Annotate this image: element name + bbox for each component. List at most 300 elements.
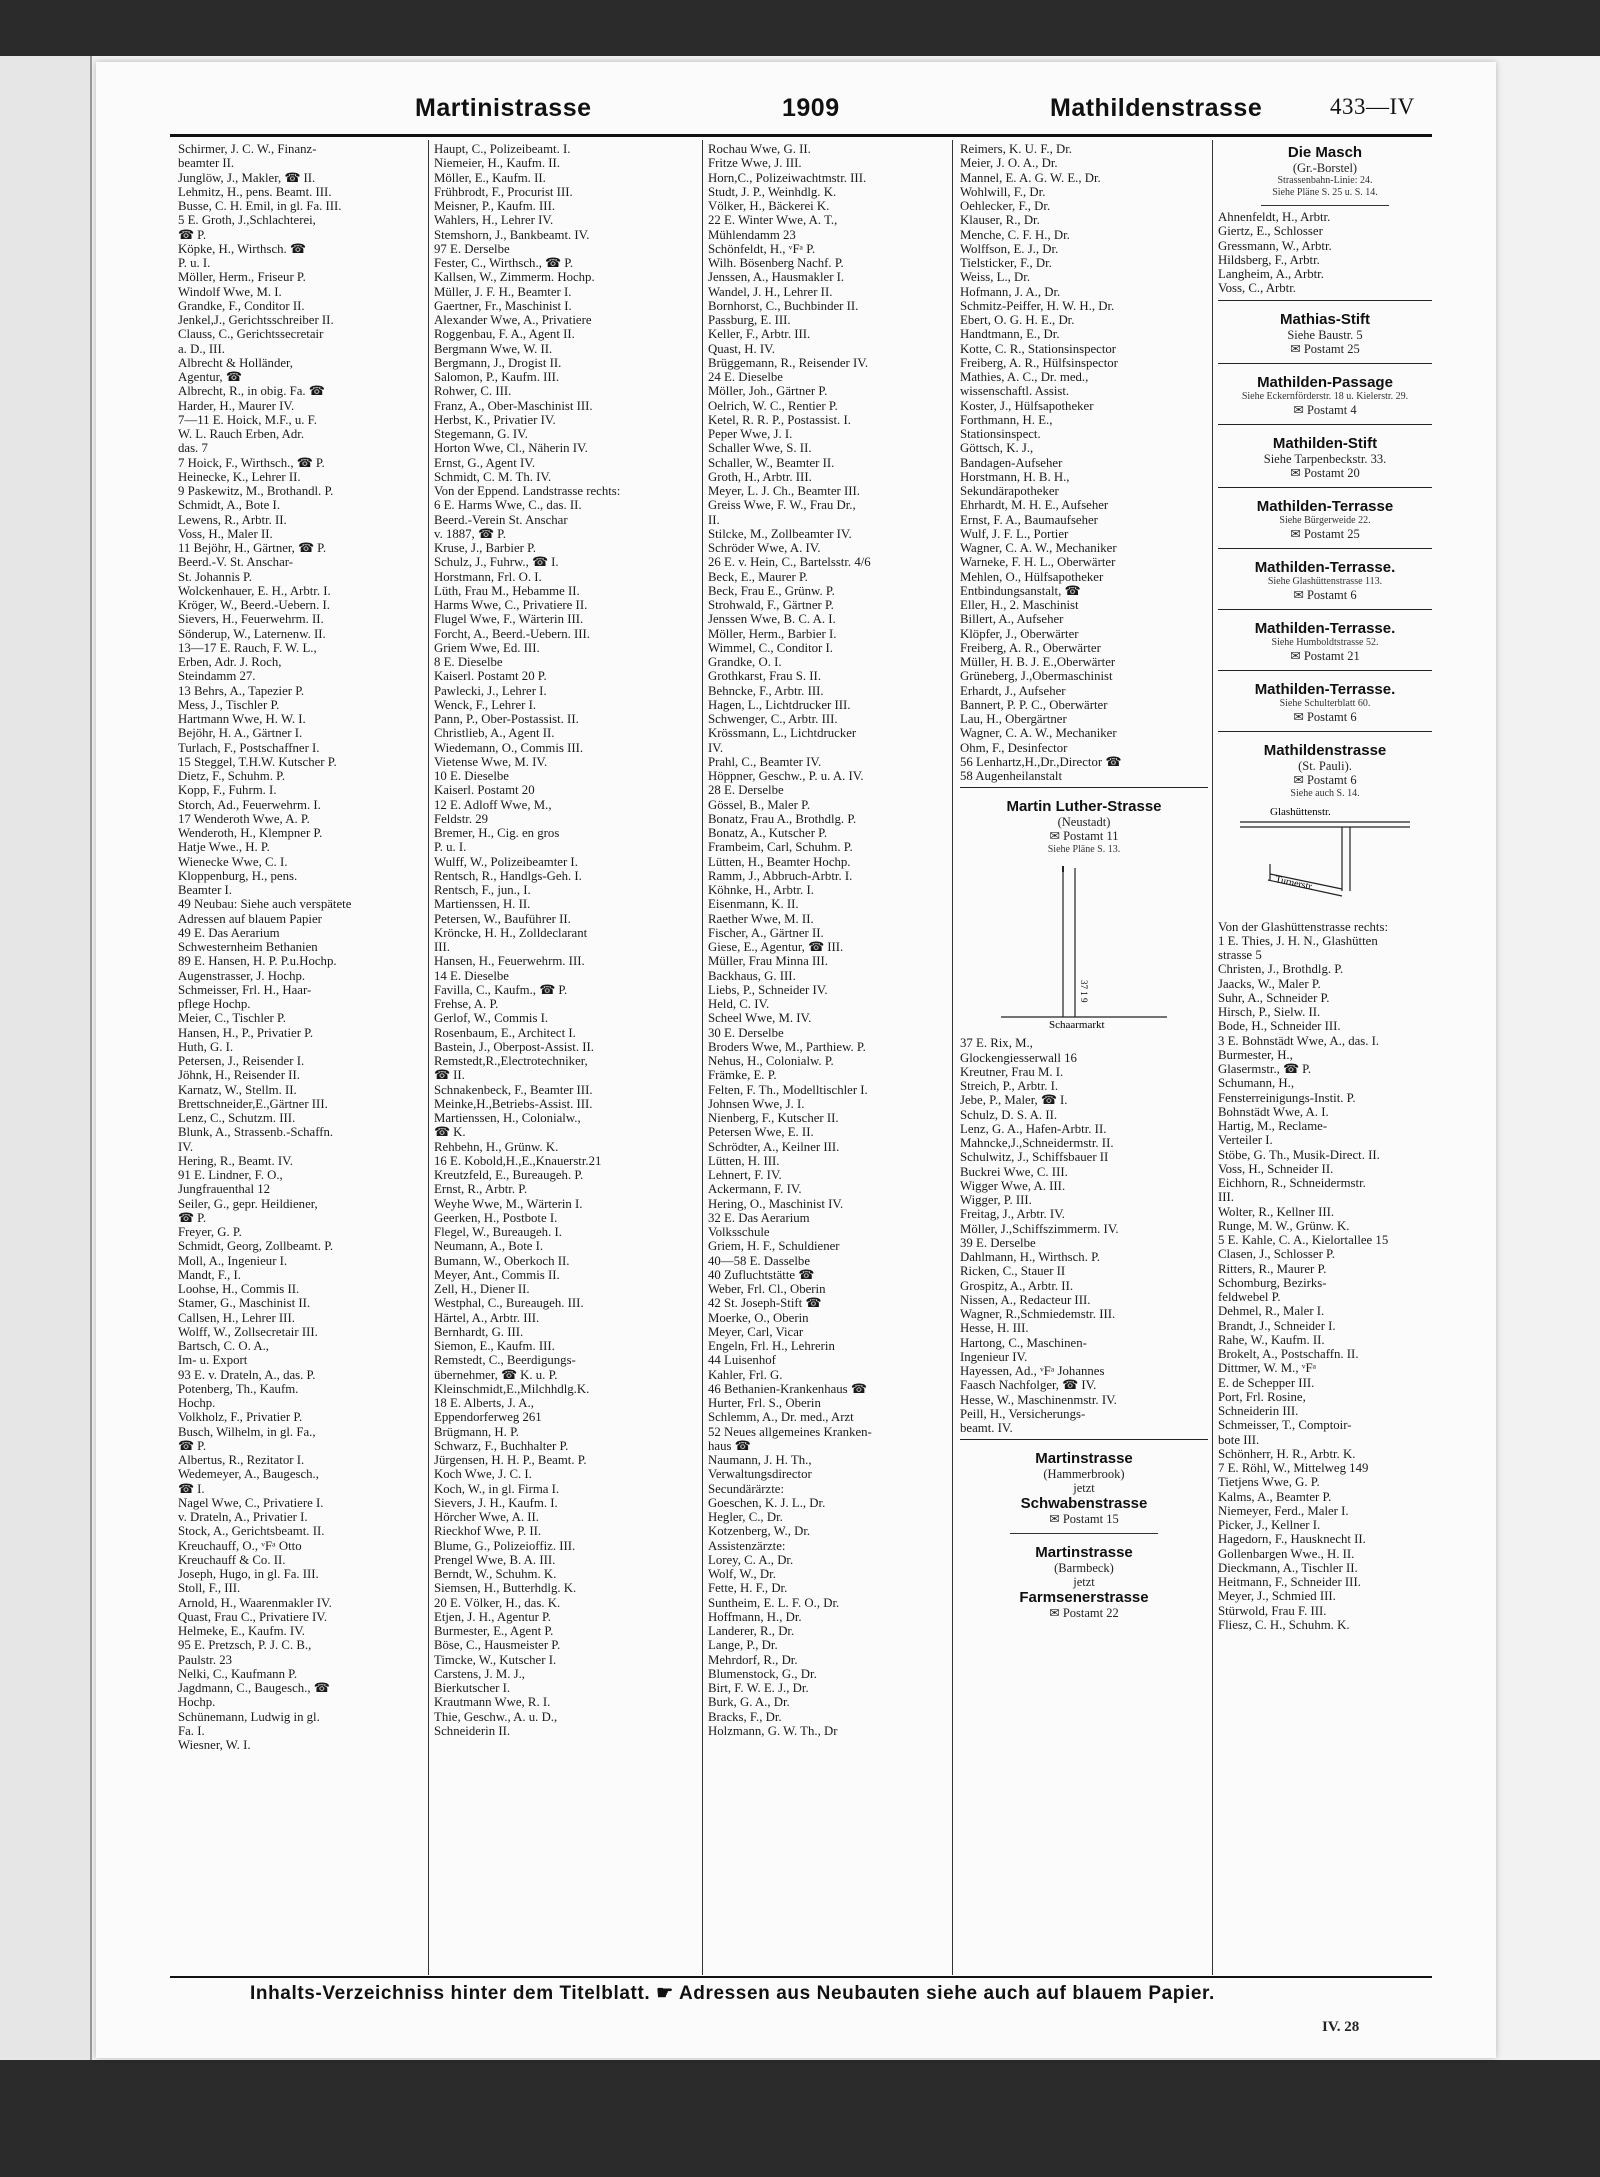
directory-entry: Meier, J. O. A., Dr.	[960, 156, 1058, 171]
directory-entry: Felten, F. Th., Modelltischler I.	[708, 1082, 868, 1097]
directory-entry: Stemshorn, J., Bankbeamt. IV.	[434, 227, 590, 242]
directory-entry: Kaiserl. Postamt 20 P.	[434, 669, 547, 684]
directory-entry: Kreuchauff, O., ᵛFᵃ Otto	[178, 1538, 302, 1553]
directory-entry: Reimers, K. U. F., Dr.	[960, 142, 1073, 156]
directory-entry: Grüneberg, J.,Obermaschinist	[960, 669, 1113, 684]
directory-entry: Pawlecki, J., Lehrer I.	[434, 683, 547, 698]
directory-entry: Port, Frl. Rosine,	[1218, 1389, 1306, 1404]
directory-entry: Hoffmann, H., Dr.	[708, 1609, 802, 1624]
directory-entry: Beerd.-Verein St. Anschar	[434, 512, 568, 527]
section-subtitle: Siehe Humboldtstrasse 52.	[1271, 636, 1379, 648]
directory-entry: Wenck, F., Lehrer I.	[434, 697, 537, 712]
directory-entry: Kotzenberg, W., Dr.	[708, 1524, 811, 1539]
directory-entry: Moll, A., Ingenieur I.	[178, 1253, 288, 1268]
directory-entry: Holzmann, G. W. Th., Dr	[708, 1723, 838, 1738]
directory-entry: Schönherr, H. R., Arbtr. K.	[1218, 1446, 1356, 1461]
directory-entry: Mannel, E. A. G. W. E., Dr.	[960, 170, 1101, 185]
postamt-label: ✉ Postamt 6	[1293, 772, 1357, 787]
section-subtitle: Siehe Baustr. 5	[1287, 327, 1363, 342]
directory-entry: 52 Neues allgemeines Kranken-	[708, 1424, 872, 1439]
plan-reference: Siehe auch S. 14.	[1290, 787, 1360, 799]
directory-entry: Möller, Herm., Barbier I.	[708, 626, 837, 641]
directory-entry: Quast, Frau C., Privatiere IV.	[178, 1609, 328, 1624]
directory-entry: Schneiderin II.	[434, 1723, 511, 1738]
directory-entry: Bierkutscher I.	[434, 1681, 511, 1695]
directory-entry: Siemon, E., Kaufm. III.	[434, 1339, 555, 1353]
directory-entry: wissenschaftl. Assist.	[960, 384, 1070, 399]
directory-entry: Gollenbargen Wwe., H. II.	[1218, 1546, 1355, 1561]
directory-entry: Schmitz-Peiffer, H. W. H., Dr.	[960, 298, 1115, 313]
directory-entry: Naumann, J. H. Th.,	[708, 1453, 812, 1467]
directory-entry: Rentsch, R., Handlgs-Geh. I.	[434, 868, 582, 883]
directory-entry: Christlieb, A., Agent II.	[434, 726, 555, 741]
directory-entry: Möller, Herm., Friseur P.	[178, 270, 306, 285]
directory-entry: Agentur, ☎	[178, 370, 242, 384]
directory-entry: Hering, O., Maschinist IV.	[708, 1196, 844, 1211]
directory-entry: Etjen, J. H., Agentur P.	[434, 1609, 551, 1624]
directory-entry: Wiesner, W. I.	[178, 1738, 251, 1752]
directory-entry: haus ☎	[708, 1438, 751, 1453]
directory-entry: ☎ II.	[434, 1068, 465, 1083]
section-subtitle: Siehe Eckernförderstr. 18 u. Kielerstr. 29.	[1241, 390, 1409, 402]
directory-entry: ☎ P.	[178, 1438, 207, 1453]
directory-entry: Eisenmann, K. II.	[708, 897, 799, 912]
directory-entry: Mühlendamm 23	[708, 227, 796, 242]
directory-entry: Krautmann Wwe, R. I.	[434, 1695, 551, 1710]
directory-entry: Böse, C., Hausmeister P.	[434, 1638, 561, 1653]
directory-entry: 89 E. Hansen, H. P. P.u.Hochp.	[178, 954, 337, 969]
directory-entry: 39 E. Derselbe	[960, 1235, 1036, 1250]
section-title: Mathilden-Passage	[1257, 373, 1393, 391]
directory-entry: Rehbehn, H., Grünw. K.	[434, 1139, 559, 1154]
directory-entry: Wulf, J. F. L., Portier	[960, 526, 1069, 541]
directory-entry: Liebs, P., Schneider IV.	[708, 982, 828, 997]
directory-entry: Wagner, R.,Schmiedemstr. III.	[960, 1307, 1116, 1321]
map-label-schaarmarkt: Schaarmarkt	[1049, 1019, 1105, 1032]
directory-entry: Ritters, R., Maurer P.	[1218, 1261, 1327, 1276]
section-divider	[1010, 1533, 1159, 1534]
directory-entry: Bergmann, J., Drogist II.	[434, 355, 562, 370]
directory-entry: Stationsinspect.	[960, 427, 1041, 441]
directory-entry: Hurter, Frl. S., Oberin	[708, 1396, 821, 1410]
directory-entry: Helmeke, E., Kaufm. IV.	[178, 1624, 305, 1638]
directory-entry: v. Drateln, A., Privatier I.	[178, 1510, 308, 1524]
directory-entry: Grandke, F., Conditor II.	[178, 298, 305, 313]
previous-page-edge	[0, 56, 92, 2060]
directory-entry: Burmester, H.,	[1218, 1047, 1293, 1062]
directory-entry: Buckrei Wwe, C. III.	[960, 1164, 1068, 1179]
directory-entry: Voss, H., Schneider II.	[1218, 1161, 1334, 1176]
header-left-street: Martinistrasse	[415, 94, 592, 122]
directory-entry: Herbst, K., Privatier IV.	[434, 412, 556, 427]
directory-entry: Voss, H., Maler II.	[178, 526, 273, 541]
directory-entry: ☎ I.	[178, 1481, 205, 1496]
directory-entry: Schönfeldt, H., ᵛFᵃ P.	[708, 241, 816, 256]
section-martin-luther-strasse	[960, 792, 1208, 858]
page-header	[170, 94, 1420, 138]
directory-entry: Birt, F. W. E. J., Dr.	[708, 1681, 809, 1695]
section-divider	[1261, 205, 1389, 206]
directory-entry: Behncke, F., Arbtr. III.	[708, 683, 824, 698]
directory-entry: Meyer, Carl, Vicar	[708, 1324, 804, 1339]
directory-entry: Hartmann Wwe, H. W. I.	[178, 712, 306, 726]
directory-entry: Eppendorferweg 261	[434, 1410, 542, 1425]
directory-entry: Tietjens Wwe, G. P.	[1218, 1475, 1320, 1490]
directory-entry: Peper Wwe, J. I.	[708, 427, 793, 441]
directory-entry: Horton Wwe, Cl., Näherin IV.	[434, 441, 588, 456]
directory-entry: Griem, H. F., Schuldiener	[708, 1239, 840, 1254]
header-year: 1909	[782, 94, 840, 122]
directory-entry: Remstedt,R.,Electrotechniker,	[434, 1054, 588, 1068]
directory-entry: Bartsch, C. O. A.,	[178, 1339, 269, 1353]
directory-entry: Hartong, C., Maschinen-	[960, 1335, 1087, 1350]
directory-entry: übernehmer, ☎ K. u. P.	[434, 1367, 558, 1382]
directory-entry: Picker, J., Kellner I.	[1218, 1518, 1321, 1532]
column-rule-4	[1212, 140, 1213, 1975]
directory-entry: Brüggemann, R., Reisender IV.	[708, 355, 869, 370]
directory-entry: Höppner, Geschw., P. u. A. IV.	[708, 769, 864, 783]
postamt-label: ✉ Postamt 25	[1290, 526, 1360, 541]
directory-entry: Schrödter, A., Keilner III.	[708, 1139, 840, 1154]
section-divider	[960, 787, 1208, 788]
section-mathilden-stift	[1218, 429, 1432, 483]
directory-entry: Prahl, C., Beamter IV.	[708, 754, 822, 769]
directory-entry: 30 E. Derselbe	[708, 1025, 784, 1040]
directory-entry: Wigger Wwe, A. III.	[960, 1178, 1066, 1193]
directory-entry: Suhr, A., Schneider P.	[1218, 990, 1330, 1005]
directory-entry: Weyhe Wwe, M., Wärterin I.	[434, 1196, 583, 1211]
directory-entry: Adressen auf blauem Papier	[178, 911, 322, 926]
directory-entry: Freitag, J., Arbtr. IV.	[960, 1207, 1065, 1222]
directory-entry: Frehse, A. P.	[434, 997, 499, 1011]
section-divider	[1218, 731, 1432, 732]
section-title: Mathilden-Terrasse.	[1254, 558, 1396, 576]
directory-entry: Kruse, J., Barbier P.	[434, 541, 537, 555]
directory-entry: Alexander Wwe, A., Privatiere	[434, 313, 592, 327]
directory-entry: 11 Bejöhr, H., Gärtner, ☎ P.	[178, 541, 327, 555]
section-divider	[960, 1439, 1208, 1440]
directory-entry: Carstens, J. M. J.,	[434, 1666, 526, 1681]
section-title: Mathilden-Terrasse	[1256, 497, 1394, 515]
section-mathilden-terrasse-2	[1218, 553, 1432, 605]
directory-entry: Volkholz, F., Privatier P.	[178, 1410, 303, 1425]
directory-entry: Wimmel, C., Conditor I.	[708, 640, 833, 655]
directory-entry: Weiss, L., Dr.	[960, 270, 1031, 285]
section-divider	[1218, 670, 1432, 671]
postamt-label: ✉ Postamt 11	[1049, 829, 1119, 844]
directory-entry: Jenssen Wwe, B. C. A. I.	[708, 612, 836, 627]
directory-entry: Dahlmann, H., Wirthsch. P.	[960, 1250, 1101, 1264]
directory-entry: Fa. I.	[178, 1723, 205, 1738]
directory-entry: Niemeier, H., Kaufm. II.	[434, 156, 560, 171]
directory-entry: Wagner, C. A. W., Mechaniker	[960, 541, 1117, 555]
directory-entry: Thie, Geschw., A. u. D.,	[434, 1709, 558, 1724]
directory-entry: Sievers, H., Feuerwehrm. II.	[178, 612, 324, 627]
directory-entry: Jagdmann, C., Baugesch., ☎	[178, 1681, 330, 1695]
directory-entry: Freyer, G. P.	[178, 1225, 242, 1239]
directory-entry: Salomon, P., Kaufm. III.	[434, 370, 560, 384]
directory-entry: Hagen, L., Lichtdrucker III.	[708, 697, 851, 712]
directory-entry: Hansen, H., Feuerwehrm. III.	[434, 954, 585, 969]
directory-entry: pflege Hochp.	[178, 997, 251, 1011]
directory-entry: Hering, R., Beamt. IV.	[178, 1153, 293, 1168]
directory-entry: Blume, G., Polizeioffiz. III.	[434, 1538, 576, 1553]
directory-entry: Rahe, W., Kaufm. II.	[1218, 1332, 1325, 1347]
section-mathildenstrasse-st-pauli	[1218, 736, 1432, 802]
directory-entry: Paulstr. 23	[178, 1652, 233, 1667]
directory-entry: Fette, H. F., Dr.	[708, 1581, 788, 1596]
section-subtitle: (Barmbeck)	[1054, 1561, 1114, 1576]
postamt-label: ✉ Postamt 22	[1049, 1606, 1119, 1621]
directory-entry: Gerlof, W., Commis I.	[434, 1011, 549, 1026]
section-subtitle: Siehe Bürgerweide 22.	[1279, 514, 1371, 526]
directory-entry: Blumenstock, G., Dr.	[708, 1666, 817, 1681]
directory-entry: bote III.	[1218, 1432, 1260, 1447]
directory-entry: Peill, H., Versicherungs-	[960, 1406, 1086, 1421]
directory-entry: Lütten, H. III.	[708, 1153, 780, 1168]
directory-entry: 24 E. Dieselbe	[708, 370, 783, 384]
directory-entry: Lange, P., Dr.	[708, 1638, 778, 1653]
directory-entry: Assistenzärzte:	[708, 1538, 786, 1553]
directory-entry: Forthmann, H. E.,	[960, 412, 1053, 427]
section-subtitle: (Neustadt)	[1057, 815, 1111, 830]
section-subtitle: Siehe Glashüttenstrasse 113.	[1267, 575, 1383, 587]
directory-entry: Bernhardt, G. III.	[434, 1324, 524, 1339]
directory-entry: Bannert, P. P. C., Oberwärter	[960, 697, 1108, 712]
directory-entry: Jenssen, A., Hausmakler I.	[708, 270, 845, 285]
directory-entry: 13 Behrs, A., Tapezier P.	[178, 683, 305, 698]
directory-entry: Geerken, H., Postbote I.	[434, 1210, 558, 1225]
directory-entry: Bergmann Wwe, W. II.	[434, 341, 553, 356]
directory-entry: Göttsch, K. J.,	[960, 441, 1034, 456]
scanner-border-top	[0, 0, 1600, 56]
directory-entry: Hartig, M., Reclame-	[1218, 1119, 1328, 1133]
directory-entry: Nagel Wwe, C., Privatiere I.	[178, 1495, 324, 1510]
directory-entry: Mehrdorf, R., Dr.	[708, 1652, 798, 1667]
directory-entry: Streich, P., Arbtr. I.	[960, 1079, 1059, 1093]
section-new-name: Schwabenstrasse	[1020, 1495, 1148, 1513]
directory-entry: Zell, H., Diener II.	[434, 1282, 530, 1296]
directory-entry: Dittmer, W. M., ᵛFᵃ	[1218, 1361, 1317, 1376]
directory-entry: Grospitz, A., Arbtr. II.	[960, 1278, 1074, 1293]
directory-entry: II.	[708, 512, 720, 527]
section-new-name: Farmsenerstrasse	[1019, 1589, 1149, 1607]
column-rule-2	[702, 140, 703, 1975]
directory-entry: Joseph, Hugo, in gl. Fa. III.	[178, 1567, 319, 1581]
directory-entry: 5 E. Kahle, C. A., Kielortallee 15	[1218, 1233, 1389, 1247]
directory-entry: 9 Paskewitz, M., Brothandl. P.	[178, 484, 334, 498]
directory-entry: Kröger, W., Beerd.-Uebern. I.	[178, 598, 330, 612]
directory-entry: Hirsch, P., Sielw. II.	[1218, 1005, 1321, 1019]
section-subtitle: Siehe Schulterblatt 60.	[1279, 697, 1371, 709]
directory-entry: Clauss, C., Gerichtssecretair	[178, 327, 324, 342]
directory-entry: ☎ P.	[178, 227, 207, 242]
directory-entry: Giertz, E., Schlosser	[1218, 224, 1323, 239]
directory-entry: Clasen, J., Schlosser P.	[1218, 1247, 1335, 1262]
directory-entry: Feldstr. 29	[434, 811, 489, 826]
section-subtitle: Siehe Tarpenbeckstr. 33.	[1263, 451, 1387, 466]
directory-entry: 28 E. Derselbe	[708, 783, 784, 798]
directory-entry: Kröncke, H. H., Zolldeclarant	[434, 925, 588, 940]
section-subtitle: (St. Pauli).	[1298, 758, 1352, 773]
directory-entry: Meisner, P., Kaufm. III.	[434, 199, 556, 213]
directory-entry: Rieckhof Wwe, P. II.	[434, 1524, 542, 1539]
directory-entry: Wedemeyer, A., Baugesch.,	[178, 1467, 319, 1482]
directory-entry: Callsen, H., Lehrer III.	[178, 1310, 295, 1325]
directory-entry: Gaertner, Fr., Maschinist I.	[434, 298, 572, 313]
directory-entry: Stegemann, G. IV.	[434, 427, 528, 441]
directory-entry: Dietz, F., Schuhm. P.	[178, 769, 286, 783]
directory-entry: Sievers, J. H., Kaufm. I.	[434, 1495, 558, 1510]
directory-entry: Bandagen-Aufseher	[960, 455, 1063, 470]
directory-entry: Stoll, F., III.	[178, 1581, 241, 1596]
directory-entry: 13—17 E. Rauch, F. W. L.,	[178, 640, 317, 655]
directory-entry: Groth, H., Arbtr. III.	[708, 469, 812, 484]
directory-entry: Schünemann, Ludwig in gl.	[178, 1709, 320, 1724]
section-subtitle-jetzt: jetzt	[1073, 1575, 1095, 1590]
directory-entry: 46 Bethanien-Krankenhaus ☎	[708, 1381, 867, 1396]
section-divider	[1218, 363, 1432, 364]
directory-entry: Beck, Frau E., Grünw. P.	[708, 583, 835, 598]
directory-entry: Möller, E., Kaufm. II.	[434, 170, 546, 185]
directory-entry: Schröder Wwe, A. IV.	[708, 541, 821, 555]
directory-entry: Rosenbaum, E., Architect I.	[434, 1025, 576, 1040]
directory-entry: Meyer, L. J. Ch., Beamter III.	[708, 484, 860, 498]
directory-entry: Bremer, H., Cig. en gros	[434, 826, 560, 840]
street-map-svg	[1230, 806, 1420, 916]
directory-entry: Wagner, C. A. W., Mechaniker	[960, 726, 1117, 741]
directory-entry: Beck, E., Maurer P.	[708, 569, 808, 584]
directory-entry: Volksschule	[708, 1225, 770, 1239]
directory-entry: Jenkel,J., Gerichtsschreiber II.	[178, 313, 334, 327]
directory-entry: Fensterreinigungs-Instit. P.	[1218, 1090, 1356, 1105]
section-title: Martinstrasse	[1035, 1544, 1133, 1562]
directory-entry: Hochp.	[178, 1695, 216, 1710]
directory-entry: Bode, H., Schneider III.	[1218, 1019, 1341, 1034]
directory-entry: Goeschen, K. J. L., Dr.	[708, 1495, 826, 1510]
directory-entry: Grothkarst, Frau S. II.	[708, 669, 822, 684]
directory-entry: Tielsticker, F., Dr.	[960, 256, 1052, 270]
directory-entry: Held, C. IV.	[708, 997, 770, 1011]
map-label-turnerstr: Turnerstr.	[1274, 873, 1315, 893]
directory-entry: Köhnke, H., Arbtr. I.	[708, 883, 814, 897]
directory-entry: Wandel, J. H., Lehrer II.	[708, 284, 833, 299]
directory-entry: Heinecke, K., Lehrer II.	[178, 469, 301, 484]
directory-entry: 32 E. Das Aerarium	[708, 1210, 810, 1225]
die-masch-list	[1218, 210, 1432, 296]
directory-entry: Hofmann, J. A., Dr.	[960, 284, 1061, 299]
directory-entry: Ketel, R. R. P., Postassist. I.	[708, 412, 851, 427]
directory-entry: Wenderoth, H., Klempner P.	[178, 826, 323, 840]
directory-entry: Jaacks, W., Maler P.	[1218, 976, 1321, 991]
section-subtitle: (Gr.-Borstel)	[1292, 161, 1358, 175]
directory-entry: Schmidt, C. M. Th. IV.	[434, 469, 552, 484]
directory-entry: Bonatz, A., Kutscher P.	[708, 826, 828, 840]
header-page-number: 433—IV	[1330, 94, 1415, 119]
directory-entry: 93 E. v. Drateln, A., das. P.	[178, 1367, 316, 1382]
directory-entry: 22 E. Winter Wwe, A. T.,	[708, 213, 838, 228]
directory-entry: Erhardt, J., Aufseher	[960, 683, 1066, 698]
directory-entry: Wolffson, E. J., Dr.	[960, 241, 1059, 256]
column-rule-3	[952, 140, 953, 1975]
directory-entry: Ebert, O. G. H. E., Dr.	[960, 313, 1075, 327]
directory-entry: 3 E. Bohnstädt Wwe, A., das. I.	[1218, 1033, 1380, 1048]
postamt-label: ✉ Postamt 21	[1290, 648, 1360, 663]
street-map-svg	[999, 862, 1169, 1032]
directory-entry: Krössmann, L., Lichtdrucker	[708, 726, 857, 741]
directory-entry: Forcht, A., Beerd.-Uebern. III.	[434, 626, 590, 641]
directory-entry: 18 E. Alberts, J. A.,	[434, 1396, 534, 1410]
directory-entry: Wohlwill, F., Dr.	[960, 184, 1046, 199]
directory-entry: Haupt, C., Polizeibeamt. I.	[434, 142, 571, 156]
directory-entry: Franz, A., Ober-Maschinist III.	[434, 398, 593, 413]
directory-entry: Ernst, G., Agent IV.	[434, 455, 536, 470]
directory-entry: Klöpfer, J., Oberwärter	[960, 626, 1079, 641]
directory-entry: Griem Wwe, Ed. III.	[434, 640, 540, 655]
directory-entry: Horstmann, Frl. O. I.	[434, 569, 542, 584]
mathildenstrasse-list	[1218, 920, 1432, 1633]
directory-entry: Greiss Wwe, F. W., Frau Dr.,	[708, 498, 856, 513]
directory-entry: P. u. I.	[178, 256, 211, 270]
directory-entry: Sönderup, W., Laternenw. II.	[178, 626, 326, 641]
section-martinstrasse-barmbeck	[960, 1538, 1208, 1623]
directory-entry: Horn,C., Polizeiwachtmstr. III.	[708, 170, 867, 185]
directory-entry: Frühbrodt, F., Procurist III.	[434, 184, 573, 199]
directory-entry: Menche, C. F. H., Dr.	[960, 227, 1070, 242]
directory-entry: Freiberg, A. R., Hülfsinspector	[960, 355, 1118, 370]
directory-entry: Sekundärapotheker	[960, 484, 1059, 498]
directory-entry: Martienssen, H. II.	[434, 897, 531, 912]
directory-entry: Ohm, F., Desinfector	[960, 740, 1068, 755]
directory-entry: Landerer, R., Dr.	[708, 1624, 795, 1638]
directory-entry: Harms Wwe, C., Privatiere II.	[434, 598, 588, 612]
directory-entry: Blunk, A., Strassenb.-Schaffn.	[178, 1125, 334, 1140]
directory-entry: Lehmitz, H., pens. Beamt. III.	[178, 184, 332, 199]
directory-entry: Christen, J., Brothdlg. P.	[1218, 962, 1344, 977]
column-1	[178, 142, 424, 1972]
directory-entry: Jürgensen, H. H. P., Beamt. P.	[434, 1453, 587, 1467]
directory-entry: Petersen Wwe, E. II.	[708, 1125, 814, 1140]
section-title: Martinstrasse	[1035, 1450, 1133, 1468]
directory-entry: Bumann, W., Oberkoch II.	[434, 1253, 570, 1268]
directory-entry: Stürwold, Frau F. III.	[1218, 1603, 1327, 1618]
directory-entry: Bornhorst, C., Buchbinder II.	[708, 298, 859, 313]
directory-entry: Steindamm 27.	[178, 669, 256, 684]
directory-entry: Albrecht, R., in obig. Fa. ☎	[178, 384, 325, 399]
directory-entry: Engeln, Frl. H., Lehrerin	[708, 1339, 835, 1353]
map-label-numbers: 37 1 9	[1079, 980, 1089, 1003]
directory-entry: Eller, H., 2. Maschinist	[960, 598, 1079, 612]
directory-entry: 7 Hoick, F., Wirthsch., ☎ P.	[178, 455, 325, 470]
directory-entry: Schaller Wwe, S. II.	[708, 441, 812, 456]
directory-entry: Müller, H. B. J. E.,Oberwärter	[960, 655, 1116, 669]
directory-entry: Vietense Wwe, M. IV.	[434, 754, 548, 769]
directory-entry: Jöhnk, H., Reisender II.	[178, 1068, 300, 1083]
directory-entry: Petersen, W., Bauführer II.	[434, 911, 571, 926]
directory-entry: Wilh. Bösenberg Nachf. P.	[708, 256, 844, 270]
directory-entry: Stock, A., Gerichtsbeamt. II.	[178, 1524, 325, 1539]
directory-entry: Glasermstr., ☎ P.	[1218, 1062, 1312, 1076]
column-rule-1	[428, 140, 429, 1975]
directory-entry: Hayessen, Ad., ᵛFᵃ Johannes	[960, 1364, 1105, 1378]
header-rule	[170, 134, 1432, 137]
directory-entry: Horstmann, H. B. H.,	[960, 469, 1070, 484]
directory-entry: Rohwer, C. III.	[434, 384, 512, 399]
street-map-glashuettenstr	[1230, 806, 1420, 916]
section-martinstrasse-hammerbrook	[960, 1444, 1208, 1529]
directory-entry: Brandt, J., Schneider I.	[1218, 1318, 1336, 1333]
section-title: Mathilden-Stift	[1272, 434, 1378, 452]
